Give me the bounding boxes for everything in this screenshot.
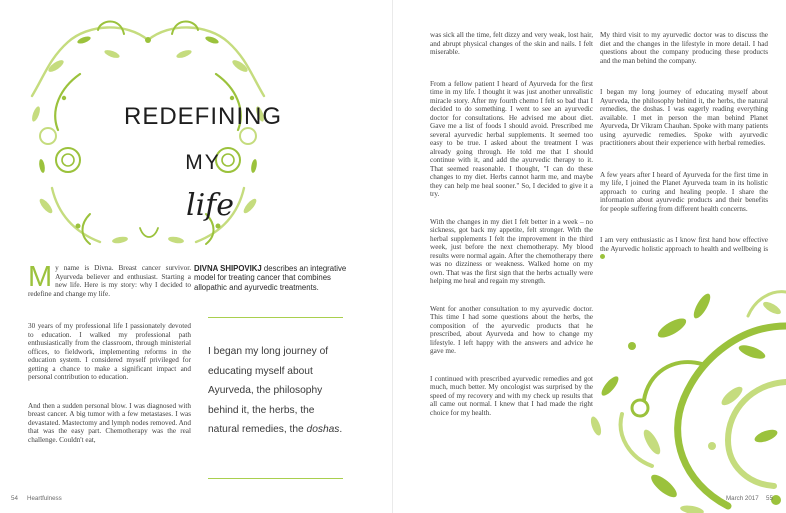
middle-column [430,31,593,417]
paragraph: Went for another consultation to my ayurvedic doctor. This time I had some questions about the herbs, the composition of the ayurvedic products that he prescribed, about Ayurveda and how to change my lifestyle. I left happy with the answers and advice he gave me. [430,304,593,355]
page-number-left: 54 [11,495,18,502]
quote-rule-bottom [208,478,343,479]
title-line-3: life [185,188,235,223]
pull-quote: I began my long journey of educating myself about Ayurveda, the philosophy behind it, the herbs, the natural remedies, the doshas. [208,346,343,435]
paragraph: A few years after I heard of Ayurveda for the first time in my life, I joined the Planet Ayurveda team in its holistic approach to curing and healing people. I share the information about ayurvedic products and their benefits for people suffering from different health concerns. [600,170,768,213]
opening-paragraph: My name is Divna. Breast cancer survivor. Ayurveda believer and enthusiast. Starting a new life. Here is my story: why I decided to redefine and change my life. [28,261,191,298]
paragraph: I continued with prescribed ayurvedic remedies and got much, much better. My oncologist was surprised by the speed of my recovery and with my check up results that all came out normal. I knew that I had made the right choice for my health. [430,374,593,417]
paragraph: was sick all the time, felt dizzy and very weak, lost hair, and abrupt physical changes of the skin and nails. I felt miserable. [430,31,593,56]
right-column [600,31,768,262]
paragraph: I am very enthusiastic as I know first hand how effective the Ayurvedic holistic approach to health and wellbeing is [600,236,768,262]
right-page [393,0,786,513]
title-line-2: MY [185,151,221,174]
magazine-name: Heartfulness [27,495,62,502]
paragraph: 30 years of my professional life I passionately devoted to education. I walked my professional path enthusiastically from the classroom, through ministerial offices, to fieldwork, implementing reforms in the education system. I considered myself privileged for getting a chance to make a significant impact and personal contribution to education. [28,322,191,381]
page-number-right: 55 [766,495,773,502]
end-mark-icon [600,254,605,259]
title-line-1: REDEFINING [123,103,282,130]
paragraph: I began my long journey of educating myself about Ayurveda, the philosophy behind it, the herbs, the natural remedies, the doshas. I was eagerly reading everything available. I met in person the man behind Planet Ayurveda, Dr Vikram Chauhan. Spoke with many patients using ayurvedic remedies. Spoke with ayurvedic practitioners about their experience with herbal remedies. [600,88,768,147]
drop-cap: M [28,261,53,293]
paragraph: And then a sudden personal blow. I was diagnosed with breast cancer. A big tumor with a few metastases. I was devastated. Mastectomy and lymph nodes removed. And that was the easy part. Chemotherapy was the real challenge. Couldn't eat, [28,401,191,444]
paragraph: With the changes in my diet I felt better in a week – no sickness, got back my appetite, felt stronger. With the herbal supplements I felt the improvement in the third week, just before the next chemotherapy. My blood results were normal again. After the chemotherapy there was no dizziness or weakness. Walked home on my own. That was the first sign that the herbs actually were helping me heal and regain my strength. [430,217,593,285]
paragraph: My third visit to my ayurvedic doctor was to discuss the diet and the changes in the lifestyle in more detail. I had questions about the company producing these products and the man behind the company. [600,31,768,65]
issue-date: March 2017 [726,495,759,502]
article-intro: DIVNA SHIPOVIKJ describes an integrative model for treating cancer that combines allopathic and ayurvedic treatments. [194,264,347,292]
paragraph: From a fellow patient I heard of Ayurveda for the first time in my life. I thought it was just another unrealistic miracle story. After my fourth chemo I felt so bad that I decided to do something. I went to see an ayurvedic doctor for consultations. He advised me about diet. Gave me a list of foods I should avoid. Prescribed me several ayurvedic herbal supplements. It seemed too easy to be true. I asked about the treatment I was already going through. He told me that I should continue with it, and add the ayurvedic therapy to it. That seemed reasonable. I thought, "I can do these changes to my diet. Herbs cannot harm me, and maybe they can help me heal sooner." So, I decided to give it a try. [430,79,593,198]
left-column [28,261,191,444]
quote-rule-top [208,317,343,318]
author-name: DIVNA SHIPOVIKJ [194,264,262,273]
